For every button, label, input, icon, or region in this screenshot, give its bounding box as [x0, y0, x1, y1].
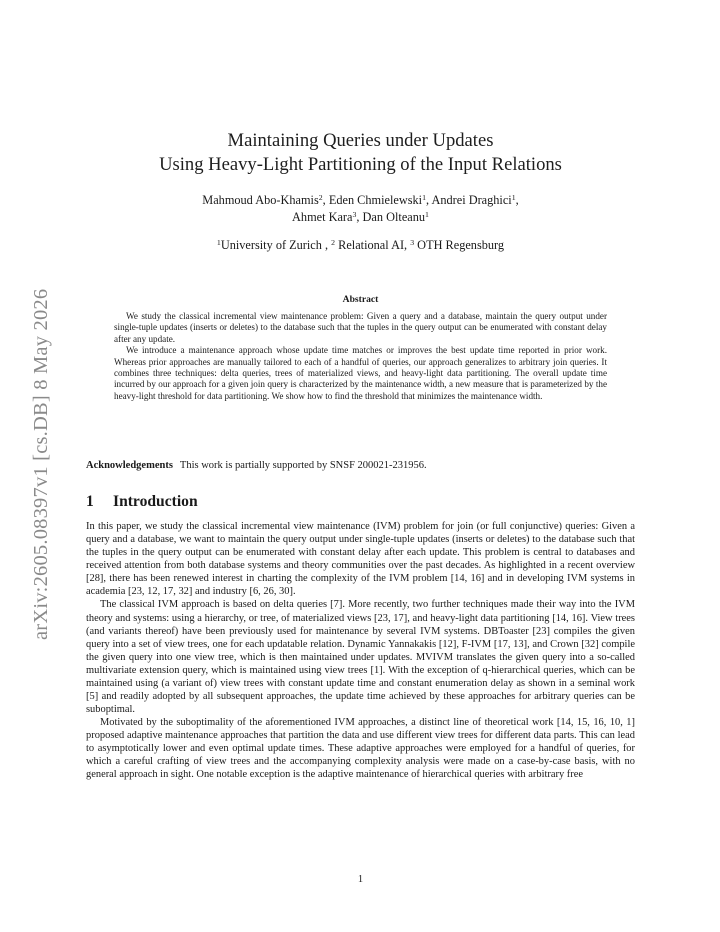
author-affil-mark: 2 [318, 193, 323, 202]
author-affil-mark: 1 [422, 193, 426, 202]
author-list [86, 192, 635, 226]
intro-body [86, 520, 635, 782]
author-affil-mark: 1 [511, 193, 516, 202]
affil-mark: 2 [331, 238, 336, 247]
paper-title [86, 129, 635, 177]
body-paragraph: In this paper, we study the classical incremental view maintenance (IVM) problem for join (or full conjunctive) queries: Given a query and a database, we want to maintain the query output under single-tuple updates (inserts or deletes) to the database such that the tuples in the query output can be enumerated with constant delay after each update. This problem is central to databases and received attention from both database systems and theory communities over the past decades. As highlighted in a recent overview [28], there has been renewed interest in charting the complexity of the IVM problem [14, 16] and in developing IVM systems in academia [23, 12, 17, 32] and industry [6, 26, 30]. [86, 521, 635, 598]
abstract-paragraph: We introduce a maintenance approach whose update time matches or improves the best update time reported in prior work. Whereas prior approaches are manually tailored to each of a handful of queries, our approach generalizes to arbitrary join queries. It combines three techniques: delta queries, trees of materialized views, and heavy-light data partitioning. The overall update time incurred by our approach for a given join query is characterized by the maintenance width, a new measure that is parameterized by the heavy-light threshold for data partitioning. We show how to find the threshold that minimizes the maintenance width. [114, 345, 607, 401]
author-name: Ahmet Kara [292, 210, 353, 224]
arxiv-watermark: arXiv:2605.08397v1 [cs.DB] 8 May 2026 [30, 288, 52, 640]
section-number: 1 [86, 493, 94, 510]
author-affil-mark: 3 [352, 210, 357, 219]
author-separator: , [322, 193, 329, 207]
author-affil-mark: 1 [425, 210, 429, 219]
author-separator: , [356, 210, 363, 224]
affil-name: OTH Regensburg [414, 238, 505, 252]
affil-mark: 1 [216, 238, 221, 247]
title-line: Using Heavy-Light Partitioning of the Input Relations [159, 154, 562, 175]
abstract-heading: Abstract [342, 294, 379, 305]
title-line: Maintaining Queries under Updates [227, 130, 494, 151]
affil-name: University of Zurich [220, 238, 322, 252]
body-paragraph: Motivated by the suboptimality of the aforementioned IVM approaches, a distinct line of theoretical work [14, 15, 16, 10, 1] proposed adaptive maintenance approaches that partition the data and use different view trees for different data parts. This can lead to asymptotically lower and even optimal update times. These adaptive approaches were employed for a handful of queries, for which a careful crafting of view trees and the accompanying complexity analysis were made on a case-by-case basis, with no general approach in sight. One notable exception is the adaptive maintenance of hierarchical queries with arbitrary free [86, 717, 635, 781]
affil-separator: , [321, 238, 332, 252]
affil-mark: 3 [410, 238, 415, 247]
page-number: 1 [357, 874, 364, 885]
section-title: Introduction [113, 493, 198, 510]
author-name: Andrei Draghici [431, 193, 512, 207]
acknowledgements-text: This work is partially supported by SNSF 200021-231956. [179, 460, 427, 471]
body-paragraph: The classical IVM approach is based on delta queries [7]. More recently, two further techniques made their way into the IVM theory and systems: using a hierarchy, or tree, of materialized views [23, 17], and heavy-light data partitioning [14, 16]. View trees (and variants thereof) have been previously used for maintenance by several IVM systems. DBToaster [23] compiles the given query into a set of view trees, one for each updatable relation. Dynamic Yannakakis [12], F-IVM [17, 13], and Crown [32] compile the given query into one view tree, which is then maintained under updates. MVIVM translates the given query into a so-called multivariate extension query, which is maintained using view trees [1]. With the exception of q-hierarchical queries, which can be maintained using (a variant of) view trees with constant update time and constant enumeration delay as shown in a seminal work [5] and readily adopted by all subsequent approaches, the update time achieved by these approaches for arbitrary queries can be suboptimal. [86, 599, 635, 716]
section-heading [86, 493, 198, 511]
author-name: Dan Olteanu [362, 210, 426, 224]
author-line [86, 209, 635, 226]
abstract-paragraph: We study the classical incremental view maintenance problem: Given a query and a database, maintain the query output under single-tuple updates (inserts or deletes) to the database such that the tuples in the query output can be enumerated with constant delay after any update. [114, 311, 607, 344]
abstract [114, 311, 607, 402]
author-line [86, 192, 635, 209]
acknowledgements-heading: Acknowledgements [86, 460, 173, 471]
author-name: Mahmoud Abo-Khamis [202, 193, 319, 207]
affil-name: Relational AI [335, 238, 405, 252]
affiliations [86, 237, 635, 253]
acknowledgements [86, 459, 635, 472]
author-separator: , [425, 193, 432, 207]
author-name: Eden Chmielewski [328, 193, 423, 207]
author-separator: , [515, 193, 519, 207]
affil-separator: , [404, 238, 411, 252]
